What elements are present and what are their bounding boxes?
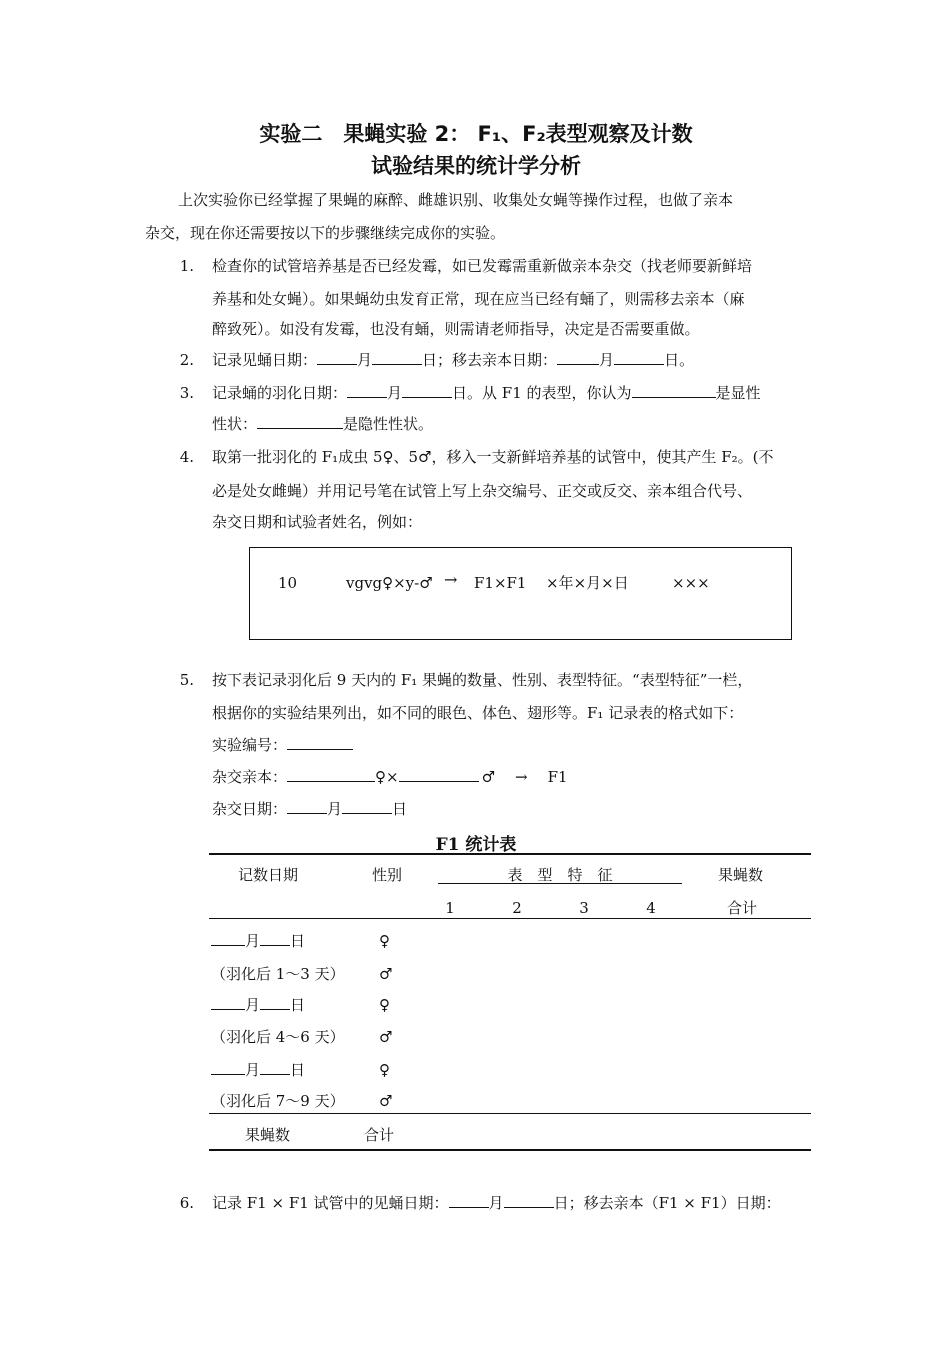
table-top-rule bbox=[209, 853, 811, 855]
title-line-2: 试验结果的统计学分析 bbox=[371, 154, 581, 178]
title-line-1: 实验二 果蝇实验 2： F₁、F₂表型观察及计数 bbox=[259, 122, 693, 146]
item-3-text-a: 记录蛹的羽化日期： bbox=[212, 384, 348, 402]
item-2-text-a: 记录见蛹日期： bbox=[212, 351, 318, 369]
month-blank[interactable] bbox=[287, 799, 327, 814]
header-count-date: 记数日期 bbox=[238, 866, 299, 884]
item-3-text-c: 日。从 F1 的表型，你认为 bbox=[452, 384, 632, 402]
month-label: 月 bbox=[245, 996, 261, 1014]
experiment-number-label: 实验编号： bbox=[212, 736, 288, 754]
example-name: ××× bbox=[672, 574, 710, 592]
month-label: 月 bbox=[327, 800, 343, 818]
month-blank[interactable] bbox=[347, 383, 387, 398]
item-5-line-2: 根据你的实验结果列出，如不同的眼色、体色、翅形等。F₁ 记录表的格式如下： bbox=[212, 704, 744, 722]
footer-total: 合计 bbox=[364, 1126, 395, 1144]
day-blank[interactable] bbox=[614, 350, 664, 365]
month-blank[interactable] bbox=[449, 1193, 489, 1208]
item-1-line-3: 醉致死）。如没有发霉，也没有蛹，则需请老师指导，决定是否需要重做。 bbox=[212, 320, 700, 338]
cross-parents-label: 杂交亲本： bbox=[212, 768, 288, 786]
f1-label: F1 bbox=[547, 768, 568, 786]
item-2-text-d: 月 bbox=[599, 351, 615, 369]
month-label: 月 bbox=[245, 1061, 261, 1079]
item-5-line-5 bbox=[212, 799, 407, 819]
item-4-line-2: 必是处女雌蝇）并用记号笔在试管上写上杂交编号、正交或反交、亲本组合代号、 bbox=[212, 482, 753, 500]
table-body-rule bbox=[209, 1113, 811, 1114]
item-4-line-1: 取第一批羽化的 F₁成虫 5♀、5♂，移入一支新鲜培养基的试管中，使其产生 F₂。(不 bbox=[212, 448, 774, 466]
table-row-label: （羽化后 7～9 天） bbox=[211, 1092, 345, 1110]
month-blank[interactable] bbox=[317, 350, 357, 365]
item-6-text-c: 日；移去亲本（F1 × F1）日期： bbox=[553, 1194, 781, 1212]
female-symbol: ♀ bbox=[379, 1061, 390, 1079]
header-col-3: 3 bbox=[579, 899, 589, 917]
month-blank[interactable] bbox=[211, 995, 245, 1010]
day-blank[interactable] bbox=[260, 1060, 290, 1075]
example-cross: vgvg♀×y-♂ bbox=[346, 574, 433, 592]
item-3-text-f: 是隐性性状。 bbox=[343, 415, 434, 433]
header-fly-count: 果蝇数 bbox=[718, 866, 764, 884]
day-blank[interactable] bbox=[342, 799, 392, 814]
arrow-right-icon: → bbox=[515, 768, 528, 786]
male-parent-blank[interactable] bbox=[399, 767, 479, 782]
male-symbol: ♂ bbox=[379, 1028, 393, 1046]
table-row-date bbox=[211, 1060, 305, 1080]
item-4-line-3: 杂交日期和试验者姓名，例如： bbox=[212, 513, 423, 531]
arrow-right-icon: → bbox=[444, 570, 458, 589]
day-blank[interactable] bbox=[402, 383, 452, 398]
item-3-line-1 bbox=[212, 383, 761, 403]
header-col-2: 2 bbox=[512, 899, 522, 917]
day-blank[interactable] bbox=[504, 1193, 554, 1208]
header-phenotype: 表 型 特 征 bbox=[507, 866, 613, 884]
female-times-symbol: ♀× bbox=[375, 768, 399, 786]
item-6-text-b: 月 bbox=[488, 1194, 504, 1212]
day-label: 日 bbox=[290, 932, 306, 950]
item-4-number: 4. bbox=[179, 448, 194, 466]
item-1-line-2: 养基和处女蝇）。如果蝇幼虫发育正常，现在应当已经有蛹了，则需移去亲本（麻 bbox=[212, 290, 745, 308]
cross-date-label: 杂交日期： bbox=[212, 800, 288, 818]
male-symbol: ♂ bbox=[379, 965, 393, 983]
table-header-rule bbox=[209, 918, 811, 919]
table-bottom-rule bbox=[209, 1149, 811, 1151]
table-title: F1 统计表 bbox=[435, 835, 517, 855]
item-6-line bbox=[212, 1193, 781, 1213]
header-col-1: 1 bbox=[445, 899, 455, 917]
day-blank[interactable] bbox=[372, 350, 422, 365]
item-2-text-b: 月 bbox=[357, 351, 373, 369]
item-5-number: 5. bbox=[179, 671, 194, 689]
header-total: 合计 bbox=[727, 899, 758, 917]
male-symbol: ♂ bbox=[379, 1092, 393, 1110]
item-1-number: 1. bbox=[179, 257, 194, 275]
example-label-box bbox=[249, 547, 792, 640]
example-date: ×年×月×日 bbox=[546, 574, 629, 592]
header-col-4: 4 bbox=[646, 899, 656, 917]
table-row-label: （羽化后 4～6 天） bbox=[211, 1028, 345, 1046]
item-5-line-3 bbox=[212, 735, 353, 755]
table-row-date bbox=[211, 995, 305, 1015]
item-2-text-c: 日；移去亲本日期： bbox=[422, 351, 558, 369]
female-parent-blank[interactable] bbox=[287, 767, 375, 782]
day-blank[interactable] bbox=[260, 931, 290, 946]
day-label: 日 bbox=[392, 800, 408, 818]
table-row-label: （羽化后 1～3 天） bbox=[211, 965, 345, 983]
experiment-number-blank[interactable] bbox=[287, 735, 353, 750]
item-3-text-e: 性状： bbox=[212, 415, 258, 433]
item-2-line bbox=[212, 350, 694, 370]
month-blank[interactable] bbox=[557, 350, 599, 365]
item-2-number: 2. bbox=[179, 351, 194, 369]
female-symbol: ♀ bbox=[379, 932, 390, 950]
intro-line-2: 杂交，现在你还需要按以下的步骤继续完成你的实验。 bbox=[145, 224, 506, 242]
example-f1-cross: F1×F1 bbox=[474, 574, 527, 592]
intro-line-1: 上次实验你已经掌握了果蝇的麻醉、雌雄识别、收集处女蝇等操作过程，也做了亲本 bbox=[178, 191, 734, 209]
recessive-trait-blank[interactable] bbox=[257, 414, 343, 429]
item-5-line-4 bbox=[212, 767, 568, 787]
table-row-date bbox=[211, 931, 305, 951]
item-3-text-b: 月 bbox=[387, 384, 403, 402]
dominant-trait-blank[interactable] bbox=[632, 383, 716, 398]
example-number: 10 bbox=[278, 574, 298, 592]
item-6-text-a: 记录 F1 × F1 试管中的见蛹日期： bbox=[212, 1194, 449, 1212]
item-5-line-1: 按下表记录羽化后 9 天内的 F₁ 果蝇的数量、性别、表型特征。“表型特征”一栏， bbox=[212, 671, 753, 689]
male-symbol: ♂ bbox=[481, 768, 496, 786]
female-symbol: ♀ bbox=[379, 996, 390, 1014]
item-6-number: 6. bbox=[179, 1194, 194, 1212]
header-sex: 性别 bbox=[372, 866, 403, 884]
footer-fly-count: 果蝇数 bbox=[245, 1126, 291, 1144]
item-3-number: 3. bbox=[179, 384, 194, 402]
item-3-text-d: 是显性 bbox=[715, 384, 761, 402]
day-label: 日 bbox=[290, 996, 306, 1014]
item-3-line-2 bbox=[212, 414, 433, 434]
month-blank[interactable] bbox=[211, 1060, 245, 1075]
day-blank[interactable] bbox=[260, 995, 290, 1010]
month-blank[interactable] bbox=[211, 931, 245, 946]
item-1-line-1: 检查你的试管培养基是否已经发霉，如已发霉需重新做亲本杂交（找老师要新鲜培 bbox=[212, 257, 753, 275]
day-label: 日 bbox=[290, 1061, 306, 1079]
month-label: 月 bbox=[245, 932, 261, 950]
item-2-text-e: 日。 bbox=[664, 351, 695, 369]
